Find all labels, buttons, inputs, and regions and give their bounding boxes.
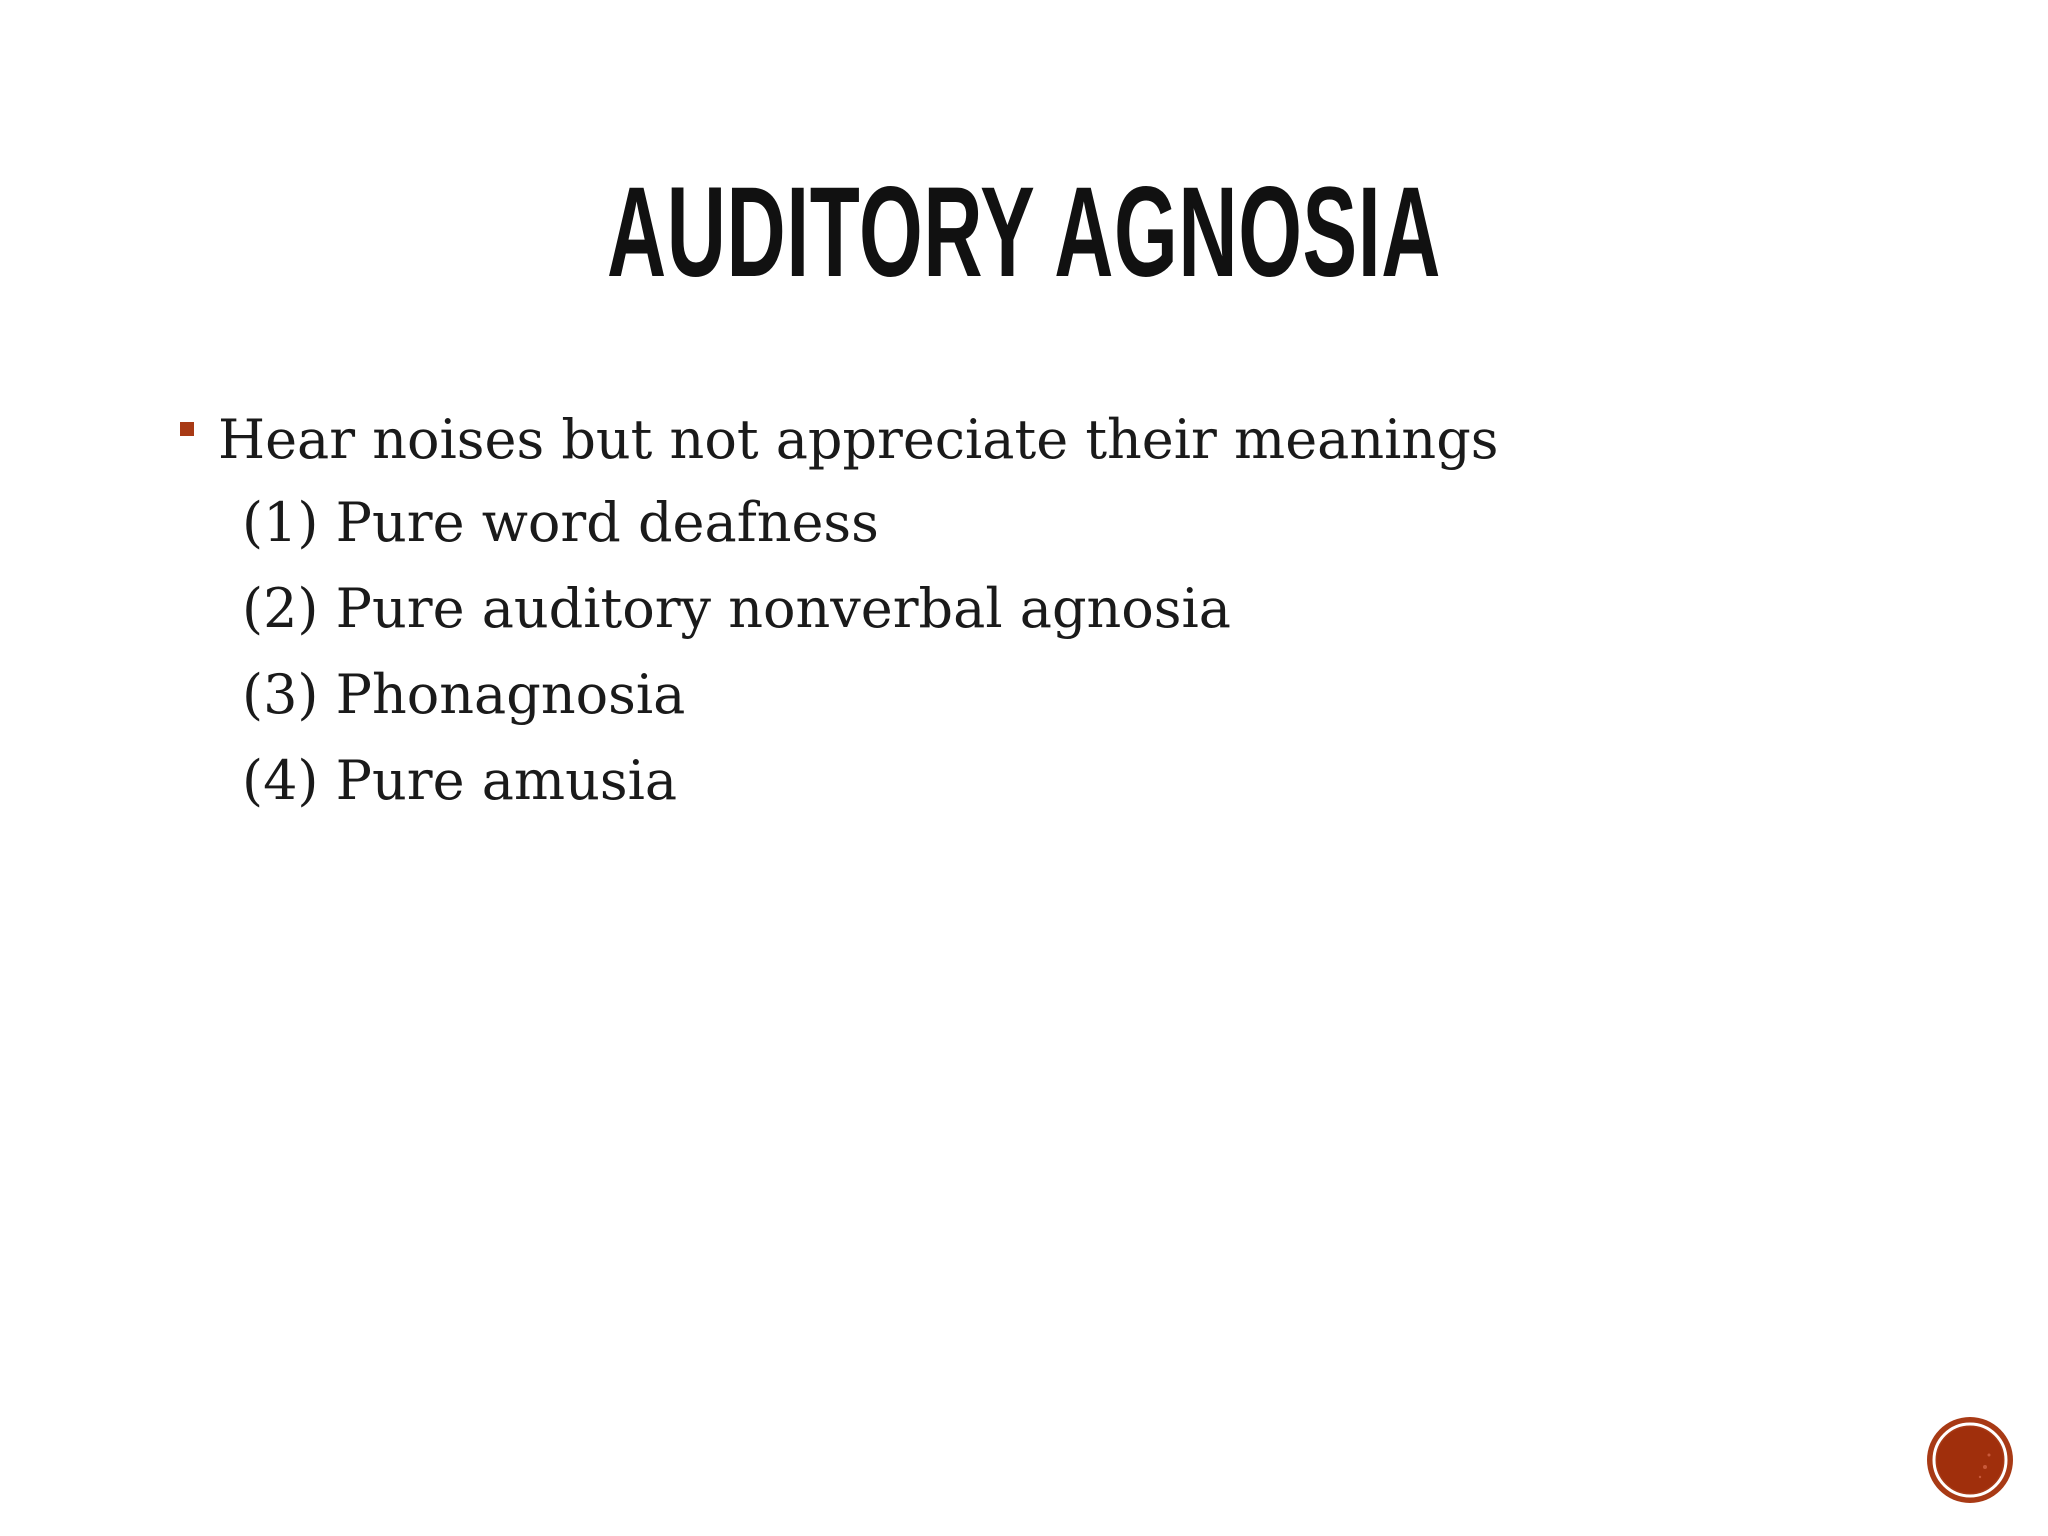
sub-item-2: (2) Pure auditory nonverbal agnosia: [242, 577, 1231, 640]
square-bullet-icon: [180, 422, 194, 436]
sub-list: [180, 480, 1880, 824]
slide-title: AUDITORY AGNOSIA: [606, 161, 1442, 304]
bullet-item: [180, 400, 1880, 480]
sub-item-3: (3) Phonagnosia: [242, 663, 686, 726]
circle-badge-icon: [1925, 1415, 2015, 1505]
sub-item-1: (1) Pure word deafness: [242, 491, 879, 554]
sub-item-4: (4) Pure amusia: [242, 749, 678, 812]
slide-content: [180, 400, 1880, 824]
bullet-text: Hear noises but not appreciate their meanings: [218, 408, 1499, 471]
